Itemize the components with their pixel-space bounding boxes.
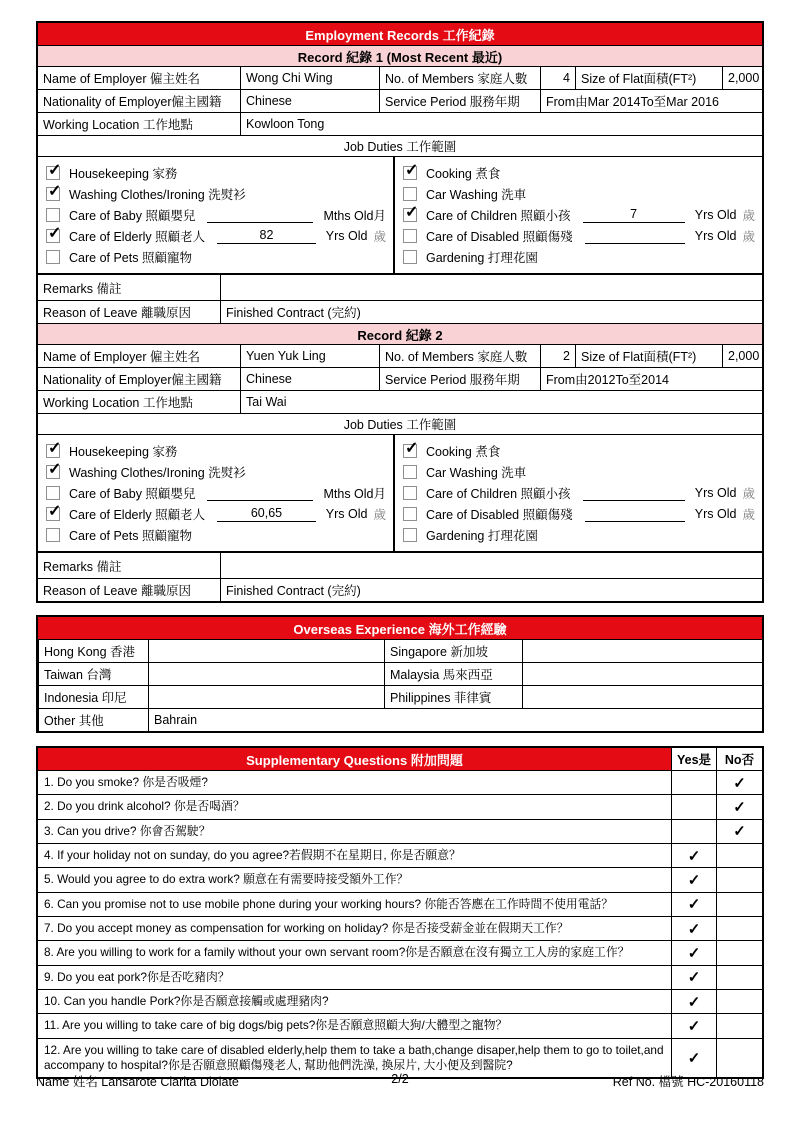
record2-duties xyxy=(38,434,762,551)
no-answer-cell[interactable] xyxy=(716,990,762,1013)
age-field[interactable] xyxy=(207,206,313,223)
question-text: 10. Can you handle Pork?你是否願意接觸或處理豬肉? xyxy=(44,993,329,1008)
yes-answer-cell[interactable]: ✓ xyxy=(671,893,716,916)
working-location-label: Working Location 工作地點 xyxy=(43,396,193,410)
record2-location-row xyxy=(38,390,762,413)
duty-cooking: ✓ Cooking 煮食 xyxy=(405,439,501,459)
page-footer xyxy=(36,1072,764,1090)
question-text: 6. Can you promise not to use mobile phone during your working hours? 你能否答應在工作時間不使用電話？ xyxy=(44,896,614,911)
overseas-row xyxy=(38,639,762,662)
yes-answer-cell[interactable]: ✓ xyxy=(671,941,716,964)
age-field[interactable] xyxy=(585,227,685,244)
singapore-value xyxy=(522,640,762,662)
overseas-row xyxy=(38,685,762,708)
question-row xyxy=(38,867,762,891)
employer-name-value: Wong Chi Wing xyxy=(240,67,379,89)
remarks-label: Remarks 備註 xyxy=(43,281,122,296)
age-field[interactable] xyxy=(585,505,685,522)
question-row xyxy=(38,819,762,843)
record1-header: Record 紀錄 1 (Most Recent 最近) xyxy=(38,45,762,66)
duty-care-of-pets: Care of Pets 照顧寵物 xyxy=(46,246,388,267)
yes-answer-cell[interactable]: ✓ xyxy=(671,966,716,989)
employment-records-table xyxy=(36,21,764,603)
record2-remarks-row xyxy=(38,551,762,578)
age-field[interactable]: 82 xyxy=(217,227,316,244)
record2-employer-row xyxy=(38,344,762,367)
members-value: 4 xyxy=(540,67,575,89)
checkmark: ✓ xyxy=(405,161,419,179)
service-period-value: From由Mar 2014To至Mar 2016 xyxy=(540,90,762,112)
checkbox[interactable] xyxy=(46,182,62,201)
question-row xyxy=(38,965,762,989)
checkmark: ✓ xyxy=(48,182,62,200)
duty-care-of-elderly: ✓ Care of Elderly 照顧老人 82 Yrs Old 歲 xyxy=(48,224,386,244)
nationality-label: Nationality of Employer僱主國籍 xyxy=(43,373,222,387)
duty-gardening: Gardening 打理花園 xyxy=(403,246,757,267)
no-answer-cell[interactable] xyxy=(716,917,762,940)
checkmark: ✓ xyxy=(48,502,62,520)
candidate-name: Name 姓名 Lansarote Clarita Diolate xyxy=(36,1075,239,1089)
checkbox[interactable] xyxy=(46,502,62,521)
yes-answer-cell[interactable]: ✓ xyxy=(671,1014,716,1037)
job-duties-header: Job Duties 工作範圍 xyxy=(38,135,762,156)
no-answer-cell[interactable]: ✓ xyxy=(716,795,762,818)
flat-size-label: Size of Flat面積(FT²) xyxy=(575,345,722,367)
nationality-label: Nationality of Employer僱主國籍 xyxy=(43,95,222,109)
question-text: 4. If your holiday not on sunday, do you agree?若假期不在星期日, 你是否願意？ xyxy=(44,847,461,862)
ref-number: Ref No. 檔號 HC-20160118 xyxy=(612,1075,764,1089)
page-number: 2/2 xyxy=(391,1072,409,1086)
supplementary-header-row xyxy=(38,748,762,770)
checkmark: ✓ xyxy=(48,161,62,179)
duties-right-column xyxy=(393,157,762,273)
service-period-label: Service Period 服務年期 xyxy=(379,90,540,112)
employer-name-label: Name of Employer 僱主姓名 xyxy=(43,72,200,86)
malaysia-label: Malaysia 馬來西亞 xyxy=(384,663,522,685)
overseas-row xyxy=(38,662,762,685)
duties-left-column xyxy=(38,157,393,273)
checkbox[interactable] xyxy=(46,208,60,222)
checkbox[interactable] xyxy=(46,460,62,479)
supplementary-questions-title: Supplementary Questions 附加問題 xyxy=(38,748,671,770)
record2-reason-row xyxy=(38,578,762,601)
duty-gardening: Gardening 打理花園 xyxy=(403,524,757,545)
working-location-value: Kowloon Tong xyxy=(240,113,762,135)
record1-duties xyxy=(38,156,762,273)
duties-right-column xyxy=(393,435,762,551)
duty-care-of-baby: Care of Baby 照顧嬰兒 Mths Old月 xyxy=(46,482,388,503)
age-field[interactable] xyxy=(207,484,313,501)
question-row xyxy=(38,794,762,818)
members-label: No. of Members 家庭人數 xyxy=(379,67,540,89)
nationality-value: Chinese xyxy=(240,90,379,112)
checkbox[interactable] xyxy=(403,486,417,500)
malaysia-value xyxy=(522,663,762,685)
duty-housekeeping: ✓ Housekeeping 家務 xyxy=(48,439,178,459)
question-row xyxy=(38,989,762,1013)
overseas-experience-title: Overseas Experience 海外工作經驗 xyxy=(38,617,762,639)
flat-size-label: Size of Flat面積(FT²) xyxy=(575,67,722,89)
checkmark: ✓ xyxy=(405,203,419,221)
checkbox[interactable] xyxy=(46,161,62,180)
service-period-value: From由2012To至2014 xyxy=(540,368,762,390)
other-value: Bahrain xyxy=(148,709,762,731)
checkbox[interactable] xyxy=(403,203,419,222)
yes-answer-cell[interactable] xyxy=(671,771,716,794)
age-field[interactable]: 60,65 xyxy=(217,505,316,522)
question-text: 8. Are you willing to work for a family without your own servant room?你是否願意在沒有獨立工人房的家庭工作？ xyxy=(44,945,630,960)
remarks-label: Remarks 備註 xyxy=(43,559,122,574)
overseas-experience-table xyxy=(36,615,764,733)
flat-size-value: 2,000 xyxy=(722,67,764,89)
duty-care-of-pets: Care of Pets 照顧寵物 xyxy=(46,524,388,545)
duty-washing: ✓ Washing Clothes/Ironing 洗熨衫 xyxy=(48,460,246,480)
taiwan-value xyxy=(148,663,384,685)
no-answer-cell[interactable] xyxy=(716,941,762,964)
supplementary-questions-table xyxy=(36,746,764,1079)
philippines-label: Philippines 菲律賓 xyxy=(384,686,522,708)
duty-care-of-children: ✓ Care of Children 照顧小孩 7 Yrs Old 歲 xyxy=(405,203,755,223)
hong-kong-value xyxy=(148,640,384,662)
yes-answer-cell[interactable] xyxy=(671,795,716,818)
remarks-value xyxy=(220,275,762,300)
no-column-header: No否 xyxy=(716,748,762,770)
question-row xyxy=(38,1013,762,1037)
checkmark: ✓ xyxy=(48,224,62,242)
checkbox[interactable] xyxy=(403,187,417,201)
no-answer-cell[interactable] xyxy=(716,893,762,916)
checkbox[interactable] xyxy=(46,528,60,542)
question-row xyxy=(38,843,762,867)
indonesia-label: Indonesia 印尼 xyxy=(38,686,148,708)
age-field[interactable] xyxy=(583,484,685,501)
duty-care-of-baby: Care of Baby 照顧嬰兒 Mths Old月 xyxy=(46,204,388,225)
no-answer-cell[interactable] xyxy=(716,1014,762,1037)
checkbox[interactable] xyxy=(403,507,417,521)
remarks-value xyxy=(220,553,762,578)
service-period-label: Service Period 服務年期 xyxy=(379,368,540,390)
philippines-value xyxy=(522,686,762,708)
checkbox[interactable] xyxy=(46,486,60,500)
members-value: 2 xyxy=(540,345,575,367)
question-row xyxy=(38,940,762,964)
overseas-other-row xyxy=(38,708,762,731)
flat-size-value: 2,000 xyxy=(722,345,764,367)
no-answer-cell[interactable]: ✓ xyxy=(716,771,762,794)
duty-washing: ✓ Washing Clothes/Ironing 洗熨衫 xyxy=(48,182,246,202)
yes-column-header: Yes是 xyxy=(671,748,716,770)
question-text: 2. Do you drink alcohol? 你是否喝酒？ xyxy=(44,799,245,814)
no-answer-cell[interactable] xyxy=(716,844,762,867)
indonesia-value xyxy=(148,686,384,708)
checkbox[interactable] xyxy=(46,439,62,458)
employer-name-label: Name of Employer 僱主姓名 xyxy=(43,350,200,364)
yes-answer-cell[interactable]: ✓ xyxy=(671,917,716,940)
record1-employer-row xyxy=(38,66,762,89)
singapore-label: Singapore 新加坡 xyxy=(384,640,522,662)
record2-header: Record 紀錄 2 xyxy=(38,323,762,344)
duty-cooking: ✓ Cooking 煮食 xyxy=(405,161,501,181)
employment-records-title: Employment Records 工作紀錄 xyxy=(38,23,762,45)
reason-of-leave-value: Finished Contract (完約) xyxy=(220,301,762,323)
record1-remarks-row xyxy=(38,273,762,300)
question-text: 1. Do you smoke? 你是否吸煙? xyxy=(44,775,208,789)
checkbox[interactable] xyxy=(403,161,419,180)
age-field[interactable]: 7 xyxy=(583,206,685,223)
no-answer-cell[interactable] xyxy=(716,868,762,891)
duty-care-of-elderly: ✓ Care of Elderly 照顧老人 60,65 Yrs Old 歲 xyxy=(48,502,386,522)
working-location-value: Tai Wai xyxy=(240,391,762,413)
checkbox[interactable] xyxy=(403,439,419,458)
question-row xyxy=(38,916,762,940)
question-text: 9. Do you eat pork?你是否吃豬肉？ xyxy=(44,969,230,984)
members-label: No. of Members 家庭人數 xyxy=(379,345,540,367)
yes-answer-cell[interactable]: ✓ xyxy=(671,868,716,891)
no-answer-cell[interactable]: ✓ xyxy=(716,820,762,843)
checkbox[interactable] xyxy=(46,224,62,243)
duty-housekeeping: ✓ Housekeeping 家務 xyxy=(48,161,178,181)
question-text: 12. Are you willing to take care of disabled elderly,help them to take a bath,change disaper,help them to go to toilet,and accompany to hospital?你是否願意照顧傷殘老人, 幫助他們洗澡, 換尿片, 大小便及到醫院? xyxy=(44,1042,664,1072)
checkmark: ✓ xyxy=(48,460,62,478)
duty-care-of-children: Care of Children 照顧小孩 Yrs Old 歲 xyxy=(403,482,757,503)
question-row xyxy=(38,892,762,916)
checkbox[interactable] xyxy=(403,465,417,479)
yes-answer-cell[interactable]: ✓ xyxy=(671,844,716,867)
duty-care-of-disabled: Care of Disabled 照顧傷殘 Yrs Old 歲 xyxy=(403,503,757,524)
nationality-value: Chinese xyxy=(240,368,379,390)
duty-car-washing: Car Washing 洗車 xyxy=(403,461,757,482)
question-text: 3. Can you drive? 你會否駕駛？ xyxy=(44,823,211,838)
reason-of-leave-label: Reason of Leave 離職原因 xyxy=(43,306,191,320)
checkmark: ✓ xyxy=(48,439,62,457)
other-label: Other 其他 xyxy=(38,709,148,731)
checkbox[interactable] xyxy=(403,528,417,542)
record2-nationality-row xyxy=(38,367,762,390)
checkmark: ✓ xyxy=(405,439,419,457)
yes-answer-cell[interactable]: ✓ xyxy=(671,1039,716,1078)
job-duties-header: Job Duties 工作範圍 xyxy=(38,413,762,434)
record1-reason-row xyxy=(38,300,762,323)
working-location-label: Working Location 工作地點 xyxy=(43,118,193,132)
record1-nationality-row xyxy=(38,89,762,112)
yes-answer-cell[interactable] xyxy=(671,820,716,843)
no-answer-cell[interactable] xyxy=(716,966,762,989)
question-text: 7. Do you accept money as compensation for working on holiday? 你是否接受薪金並在假期天工作？ xyxy=(44,920,569,935)
yes-answer-cell[interactable]: ✓ xyxy=(671,990,716,1013)
duty-care-of-disabled: Care of Disabled 照顧傷殘 Yrs Old 歲 xyxy=(403,225,757,246)
record1-location-row xyxy=(38,112,762,135)
hong-kong-label: Hong Kong 香港 xyxy=(38,640,148,662)
employer-name-value: Yuen Yuk Ling xyxy=(240,345,379,367)
reason-of-leave-label: Reason of Leave 離職原因 xyxy=(43,584,191,598)
question-text: 5. Would you agree to do extra work? 願意在有需要時接受額外工作？ xyxy=(44,872,409,887)
question-text: 11. Are you willing to take care of big dogs/big pets?你是否願意照顧大狗/大體型之寵物？ xyxy=(44,1018,508,1033)
reason-of-leave-value: Finished Contract (完約) xyxy=(220,579,762,601)
checkbox[interactable] xyxy=(46,250,60,264)
duty-car-washing: Car Washing 洗車 xyxy=(403,183,757,204)
taiwan-label: Taiwan 台灣 xyxy=(38,663,148,685)
duties-left-column xyxy=(38,435,393,551)
checkbox[interactable] xyxy=(403,250,417,264)
checkbox[interactable] xyxy=(403,229,417,243)
question-row xyxy=(38,770,762,794)
